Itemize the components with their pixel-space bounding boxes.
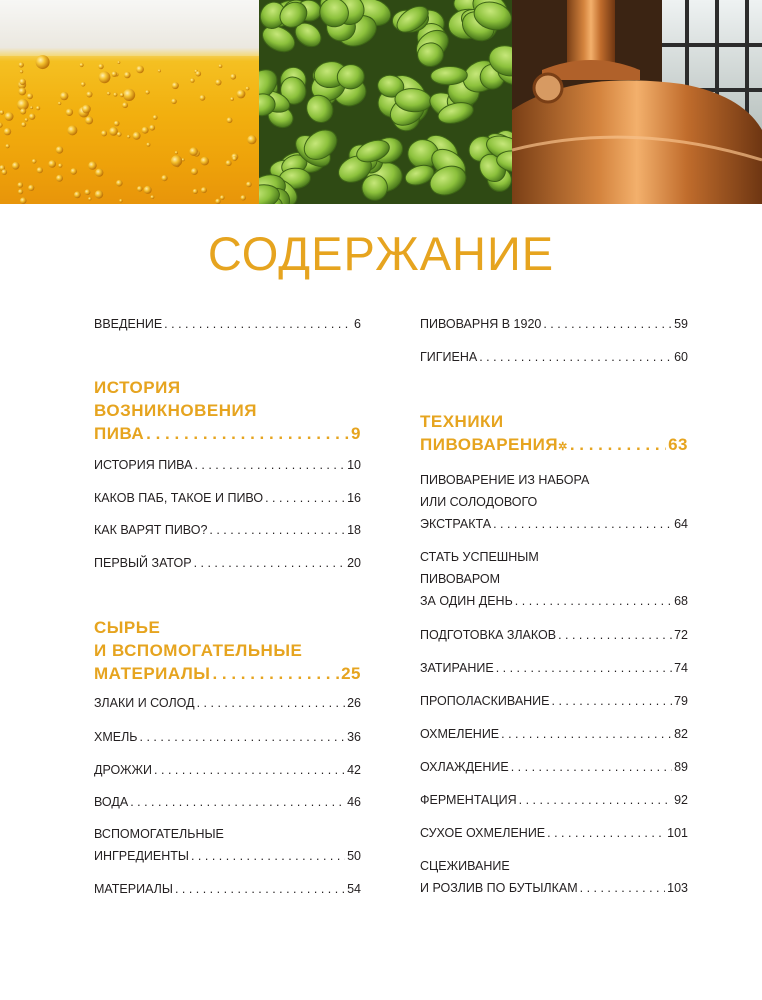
page-number: 54: [347, 882, 361, 896]
bubble: [28, 185, 34, 191]
toc-entry[interactable]: СУХОЕ ОХМЕЛЕНИЕ . . . 101: [420, 822, 688, 844]
bubble: [56, 175, 63, 182]
flower-mark-icon: ✲: [558, 441, 568, 453]
toc-entry[interactable]: ХМЕЛЬ . . . 36: [94, 726, 361, 748]
toc-entry[interactable]: ФЕРМЕНТАЦИЯ . . . 92: [420, 789, 688, 811]
bubble: [80, 63, 84, 67]
toc-entry[interactable]: СЦЕЖИВАНИЕ И РОЗЛИВ ПО БУТЫЛКАМ . . . 103: [420, 855, 688, 899]
toc-entry[interactable]: ОХМЕЛЕНИЕ . . . 82: [420, 723, 688, 745]
bubble: [215, 79, 221, 85]
dot-leader: [515, 590, 672, 612]
bubble: [191, 168, 198, 175]
bubble: [29, 113, 35, 119]
bubble: [70, 168, 77, 175]
dot-leader: [479, 346, 672, 368]
bubble: [18, 182, 24, 188]
toc-entry[interactable]: ВОДА . . . 46: [94, 791, 361, 813]
bubble: [146, 143, 150, 147]
page-number: 72: [674, 628, 688, 642]
bubble: [201, 187, 207, 193]
toc-entry[interactable]: ЗЛАКИ И СОЛОД . . . 26: [94, 692, 361, 714]
bubble: [6, 144, 10, 148]
bubble: [230, 74, 236, 80]
bubble: [136, 66, 144, 74]
dot-leader: [543, 313, 672, 335]
bubble: [117, 132, 122, 137]
page-number: 101: [667, 826, 688, 840]
bubble: [85, 116, 93, 124]
bubble: [246, 87, 250, 91]
toc-entry[interactable]: ЗАТИРАНИЕ . . . 74: [420, 657, 688, 679]
bubble: [36, 55, 50, 69]
bubble: [230, 97, 234, 101]
copper-kettle-art: [512, 0, 762, 204]
beer-photo: [0, 0, 259, 204]
bubble: [2, 169, 8, 175]
brewery-photo: [512, 0, 762, 204]
bubble: [193, 189, 198, 194]
dot-leader: [212, 662, 339, 685]
bubble: [226, 160, 232, 166]
dot-leader: [570, 433, 666, 456]
dot-leader: [558, 624, 672, 646]
dot-leader: [197, 692, 345, 714]
bubble: [190, 78, 195, 83]
toc-section[interactable]: ИСТОРИЯ ВОЗНИКНОВЕНИЯ ПИВА . . . 9: [94, 376, 361, 445]
toc-entry[interactable]: ПИВОВАРНЯ В 1920 . . . 59: [420, 313, 688, 335]
bubble: [127, 135, 130, 138]
toc-entry[interactable]: МАТЕРИАЛЫ . . . 54: [94, 878, 361, 900]
bubble: [161, 175, 167, 181]
bubble: [215, 199, 220, 204]
dot-leader: [547, 822, 665, 844]
dot-leader: [265, 487, 345, 509]
page-number: 103: [667, 881, 688, 895]
toc-entry[interactable]: ГИГИЕНА . . . 60: [420, 346, 688, 368]
page-number: 20: [347, 556, 361, 570]
bubble: [12, 162, 20, 170]
bubble: [124, 72, 131, 79]
page-number: 82: [674, 727, 688, 741]
bubble: [189, 147, 198, 156]
page-number: 64: [674, 517, 688, 531]
bubble: [36, 106, 40, 110]
bubble: [220, 195, 225, 200]
bubble: [20, 197, 27, 204]
bubble: [145, 90, 149, 94]
page-number: 89: [674, 760, 688, 774]
bubble: [137, 186, 143, 192]
dot-leader: [552, 690, 673, 712]
bubble: [123, 89, 135, 101]
toc-entry[interactable]: КАК ВАРЯТ ПИВО? . . . 18: [94, 519, 361, 541]
bubble: [85, 189, 91, 195]
bubble: [175, 151, 178, 154]
bubble: [113, 93, 117, 97]
toc-entry[interactable]: ПРОПОЛАСКИВАНИЕ . . . 79: [420, 690, 688, 712]
bubble: [196, 71, 202, 77]
page-number: 46: [347, 795, 361, 809]
bubble: [67, 125, 77, 135]
bubble: [171, 155, 182, 166]
dot-leader: [194, 454, 345, 476]
hop-cones-art: [259, 0, 512, 204]
bubble: [4, 128, 11, 135]
bubble: [153, 115, 158, 120]
page-number: 63: [668, 435, 688, 454]
toc-entry[interactable]: ДРОЖЖИ . . . 42: [94, 759, 361, 781]
toc-entry[interactable]: ВВЕДЕНИЕ . . . 6: [94, 313, 361, 335]
page-number: 25: [341, 664, 361, 683]
bubble: [20, 108, 26, 114]
dot-leader: [493, 513, 672, 535]
toc-section[interactable]: СЫРЬЕ И ВСПОМОГАТЕЛЬНЫЕ МАТЕРИАЛЫ . . . 25: [94, 616, 361, 685]
bubble: [56, 146, 63, 153]
page-number: 59: [674, 317, 688, 331]
bubble: [151, 195, 155, 199]
bubble: [241, 195, 246, 200]
page-number: 26: [347, 696, 361, 710]
bubble: [120, 93, 124, 97]
bubble: [112, 71, 118, 77]
bubble: [86, 91, 92, 97]
toc-entry[interactable]: СТАТЬ УСПЕШНЫМ ПИВОВАРОМ ЗА ОДИН ДЕНЬ . . . 68: [420, 546, 688, 612]
bubble: [133, 132, 141, 140]
page-number: 18: [347, 523, 361, 537]
dot-leader: [154, 759, 345, 781]
dot-leader: [175, 878, 345, 900]
page-number: 36: [347, 730, 361, 744]
bubble: [144, 186, 152, 194]
bubble: [0, 122, 3, 127]
toc-entry[interactable]: КАКОВ ПАБ, ТАКОЕ И ПИВО . . . 16: [94, 487, 361, 509]
bubble: [48, 160, 56, 168]
bubble: [109, 127, 118, 136]
beer-bubbles-art: [0, 0, 259, 204]
page-number: 9: [351, 424, 361, 443]
toc-entry[interactable]: ПОДГОТОВКА ЗЛАКОВ . . . 72: [420, 624, 688, 646]
dot-leader: [511, 756, 672, 778]
bubble: [58, 164, 62, 168]
page-number: 50: [347, 849, 361, 863]
bubble: [119, 199, 122, 202]
dot-leader: [194, 552, 346, 574]
bubble: [0, 110, 4, 115]
bubble: [95, 190, 103, 198]
dot-leader: [501, 723, 672, 745]
page-number: 74: [674, 661, 688, 675]
bubble: [18, 88, 26, 96]
bubble: [30, 106, 33, 109]
bubble: [99, 71, 111, 83]
page-number: 92: [674, 793, 688, 807]
bubble: [5, 112, 14, 121]
bubble: [88, 197, 91, 200]
bubble: [142, 127, 149, 134]
page-title: СОДЕРЖАНИЕ: [207, 227, 555, 280]
bubble: [117, 61, 120, 64]
toc-entry[interactable]: ПЕРВЫЙ ЗАТОР . . . 20: [94, 552, 361, 574]
toc-entry[interactable]: ВСПОМОГАТЕЛЬНЫЕ ИНГРЕДИЕНТЫ . . . 50: [94, 823, 361, 867]
bubble: [32, 159, 37, 164]
page-number: 68: [674, 594, 688, 608]
bubble: [227, 117, 233, 123]
toc-entry[interactable]: ОХЛАЖДЕНИЕ . . . 89: [420, 756, 688, 778]
toc-section[interactable]: ТЕХНИКИ ПИВОВАРЕНИЯ ✲ . . . 63: [420, 410, 688, 459]
bubble: [60, 92, 68, 100]
bubble: [114, 121, 120, 127]
bubble: [19, 62, 24, 67]
bubble: [172, 82, 179, 89]
bubble: [20, 70, 23, 73]
bubble: [88, 161, 96, 169]
bubble: [101, 130, 107, 136]
bubble: [158, 69, 161, 72]
bubble: [149, 125, 155, 131]
page-number: 10: [347, 458, 361, 472]
page-number: 42: [347, 763, 361, 777]
toc-entry[interactable]: ИСТОРИЯ ПИВА . . . 10: [94, 454, 361, 476]
page-number: 60: [674, 350, 688, 364]
dot-leader: [580, 877, 666, 899]
page-number: 79: [674, 694, 688, 708]
bubble: [247, 135, 256, 144]
dot-leader: [164, 313, 352, 335]
dot-leader: [209, 519, 345, 541]
bubble: [171, 99, 177, 105]
bubble: [18, 189, 23, 194]
bubble: [200, 95, 206, 101]
dot-leader: [140, 726, 346, 748]
bubble: [82, 105, 91, 114]
dot-leader: [191, 845, 345, 867]
bubble: [74, 191, 81, 198]
bubble: [200, 157, 209, 166]
bubble: [95, 169, 103, 177]
dot-leader: [519, 789, 672, 811]
bubble: [27, 93, 33, 99]
bubble: [37, 167, 43, 173]
bubble: [58, 102, 61, 105]
photo-banner: [0, 0, 762, 204]
dot-leader: [496, 657, 672, 679]
bubble: [98, 64, 103, 69]
bubble: [81, 82, 86, 87]
page-number: 16: [347, 491, 361, 505]
bubble: [219, 64, 223, 68]
toc-entry[interactable]: ПИВОВАРЕНИЕ ИЗ НАБОРА ИЛИ СОЛОДОВОГО ЭКСТРАКТА . . . 64: [420, 469, 688, 535]
dot-leader: [130, 791, 345, 813]
bubble: [232, 156, 237, 161]
bubble: [237, 90, 246, 99]
bubble: [246, 182, 252, 188]
bubble: [25, 118, 29, 122]
dot-leader: [146, 422, 349, 445]
page-number: 6: [354, 317, 361, 331]
bubble: [107, 92, 111, 96]
bubble: [19, 79, 26, 86]
bubble: [122, 102, 128, 108]
hops-photo: [259, 0, 512, 204]
bubble: [21, 122, 26, 127]
bubble: [66, 109, 73, 116]
bubble: [116, 180, 123, 187]
